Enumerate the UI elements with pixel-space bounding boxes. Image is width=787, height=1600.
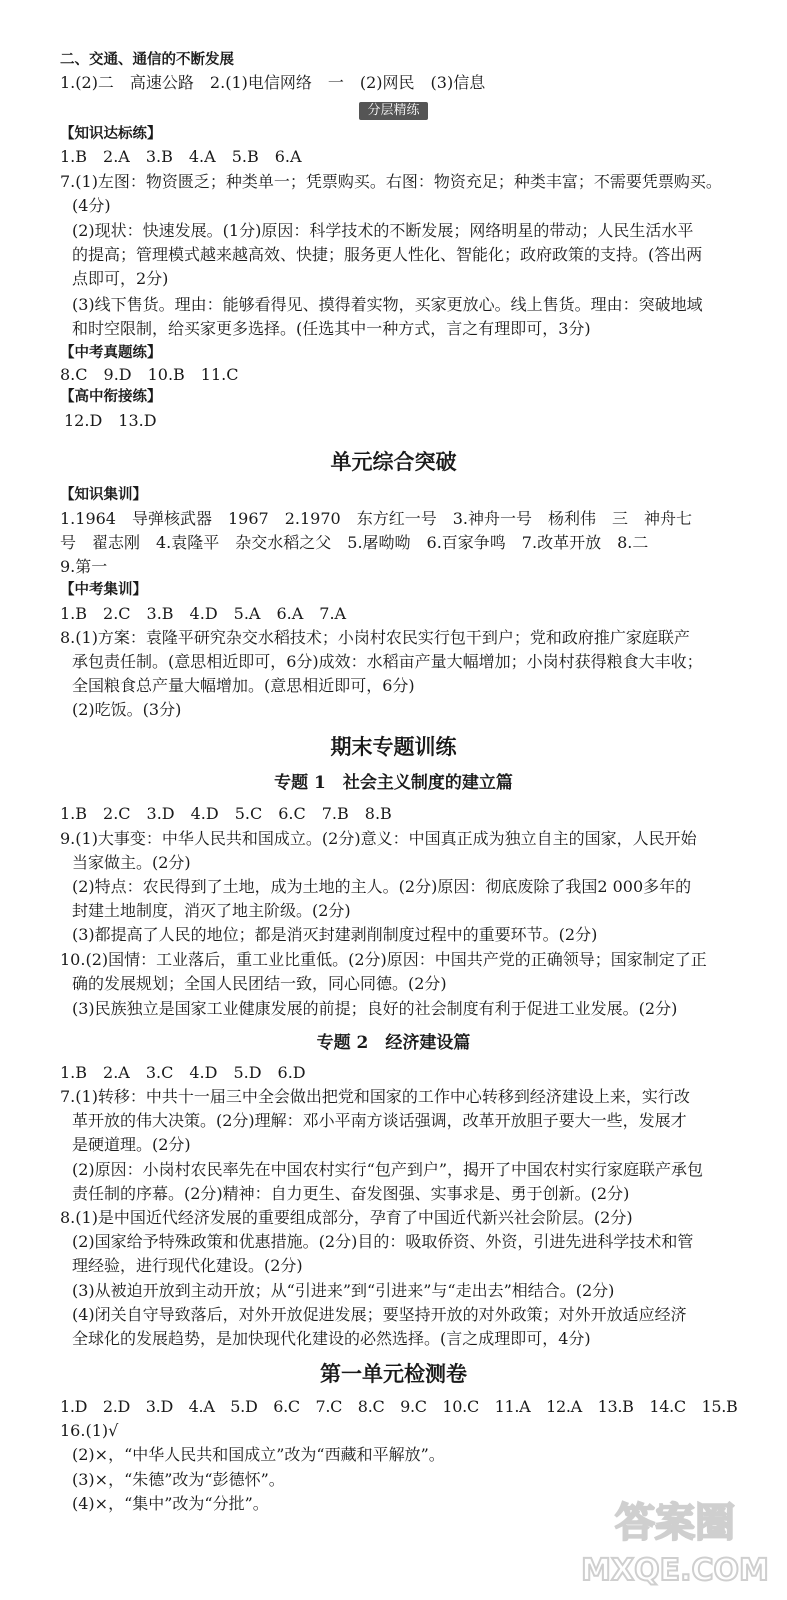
- answer-line: 革开放的伟大决策。(2分)理解：邓小平南方谈话强调，改革开放胆子要大一些，发展才: [72, 1111, 687, 1130]
- answer-line: (4)×，“集中”改为“分批”。: [72, 1494, 269, 1513]
- answer-line: (4分): [72, 196, 111, 215]
- answer-line: 的提高；管理模式越来越高效、快捷；服务更人性化、智能化；政府政策的支持。(答出两: [72, 245, 703, 264]
- answer-line: 是硬道理。(2分): [72, 1135, 191, 1154]
- answer-line: (3)都提高了人民的地位；都是消灭封建剥削制度过程中的重要环节。(2分): [72, 925, 598, 944]
- answer-line: 点即可，2分): [72, 269, 169, 288]
- final-heading: 期末专题训练: [330, 734, 457, 759]
- answer-line: 7.(1)转移：中共十一届三中全会做出把党和国家的工作中心转移到经济建设上来，实行改: [60, 1087, 690, 1106]
- section-label: 【中考集训】: [60, 582, 147, 598]
- answer-line: (4)闭关自守导致落后，对外开放促进发展；要坚持开放的对外政策；对外开放适应经济: [72, 1305, 687, 1324]
- answer-line: (2)×，“中华人民共和国成立”改为“西藏和平解放”。: [72, 1445, 445, 1464]
- watermark-logo-text: 答案圈: [615, 1500, 735, 1546]
- answer-line: 12.D 13.D: [64, 411, 157, 430]
- answer-line: 8.(1)是中国近代经济发展的重要组成部分，孕育了中国近代新兴社会阶层。(2分): [60, 1208, 633, 1227]
- answer-line: 理经验，进行现代化建设。(2分): [72, 1256, 303, 1275]
- answer-line: 1.D 2.D 3.D 4.A 5.D 6.C 7.C 8.C 9.C 10.C 11.A 12.A 13.B 14.C 15.B: [60, 1397, 738, 1416]
- answer-line: 号 翟志刚 4.袁隆平 杂交水稻之父 5.屠呦呦 6.百家争鸣 7.改革开放 8.二: [60, 533, 649, 552]
- site-watermark-logo: [580, 1490, 770, 1590]
- section-label: 【知识集训】: [60, 487, 147, 503]
- answer-line: 确的发展规划；全国人民团结一致，同心同德。(2分): [72, 974, 447, 993]
- topic-heading: 专题 1 社会主义制度的建立篇: [274, 773, 513, 793]
- answer-line: 8.(1)方案：袁隆平研究杂交水稻技术；小岗村农民实行包干到户；党和政府推广家庭联产: [60, 628, 690, 647]
- answer-line: 9.第一: [60, 557, 108, 576]
- answer-line: 8.C 9.D 10.B 11.C: [60, 365, 239, 384]
- answer-line: 16.(1)√: [60, 1421, 119, 1440]
- watermark-domain-text: MXQE.COM: [581, 1553, 769, 1588]
- answer-line: 责任制的序幕。(2分)精神：自力更生、奋发图强、实事求是、勇于创新。(2分): [72, 1184, 630, 1203]
- answer-line: (3)从被迫开放到主动开放；从“引进来”到“引进来”与“走出去”相结合。(2分): [72, 1281, 615, 1300]
- answer-line: 1.B 2.C 3.B 4.D 5.A 6.A 7.A: [60, 604, 347, 623]
- answer-line: (3)线下售货。理由：能够看得见、摸得着实物，买家更放心。线上售货。理由：突破地域: [72, 295, 703, 314]
- answer-line: 全国粮食总产量大幅增加。(意思相近即可，6分): [72, 676, 415, 695]
- section-label: 【知识达标练】: [60, 126, 162, 142]
- topic-heading: 专题 2 经济建设篇: [316, 1033, 471, 1053]
- section-label: 【中考真题练】: [60, 345, 162, 361]
- answer-line: 10.(2)国情：工业落后，重工业比重低。(2分)原因：中国共产党的正确领导；国家制定了正: [60, 950, 707, 969]
- answer-line: 当家做主。(2分): [72, 853, 191, 872]
- answer-line: 1.B 2.C 3.D 4.D 5.C 6.C 7.B 8.B: [60, 804, 392, 823]
- answer-line: (2)原因：小岗村农民率先在中国农村实行“包产到户”，揭开了中国农村实行家庭联产承包: [72, 1160, 704, 1179]
- answer-line: 1.(2)二 高速公路 2.(1)电信网络 一 (2)网民 (3)信息: [60, 73, 486, 92]
- section-label: 【高中衔接练】: [60, 389, 162, 405]
- section-heading: 二、交通、通信的不断发展: [60, 52, 234, 68]
- answer-line: (2)现状：快速发展。(1分)原因：科学技术的不断发展；网络明星的带动；人民生活水平: [72, 221, 694, 240]
- answer-line: (3)×，“朱德”改为“彭德怀”。: [72, 1470, 285, 1489]
- answer-line: 1.B 2.A 3.B 4.A 5.B 6.A: [60, 147, 302, 166]
- answer-line: 7.(1)左图：物资匮乏；种类单一；凭票购买。右图：物资充足；种类丰富；不需要凭票购买。: [60, 172, 722, 191]
- answer-line: (3)民族独立是国家工业健康发展的前提；良好的社会制度有利于促进工业发展。(2分): [72, 999, 678, 1018]
- badge-row: [0, 99, 787, 120]
- answer-line: 封建土地制度，消灭了地主阶级。(2分): [72, 901, 351, 920]
- answer-line: 1.B 2.A 3.C 4.D 5.D 6.D: [60, 1063, 306, 1082]
- answer-line: (2)特点：农民得到了土地，成为土地的主人。(2分)原因：彻底废除了我国2 000多年的: [72, 877, 692, 896]
- answer-line: (2)吃饭。(3分): [72, 700, 182, 719]
- layered-practice-badge: 分层精练: [359, 102, 427, 120]
- answer-line: 承包责任制。(意思相近即可，6分)成效：水稻亩产量大幅增加；小岗村获得粮食大丰收；: [72, 652, 703, 671]
- answer-line: 1.1964 导弹核武器 1967 2.1970 东方红一号 3.神舟一号 杨利伟 三 神舟七: [60, 509, 692, 528]
- test-heading: 第一单元检测卷: [320, 1361, 467, 1386]
- answer-line: 和时空限制，给买家更多选择。(任选其中一种方式，言之有理即可，3分): [72, 319, 591, 338]
- unit-heading: 单元综合突破: [330, 449, 457, 474]
- answer-line: 全球化的发展趋势，是加快现代化建设的必然选择。(言之成理即可，4分): [72, 1329, 591, 1348]
- answer-line: 9.(1)大事变：中华人民共和国成立。(2分)意义：中国真正成为独立自主的国家，人民开始: [60, 829, 697, 848]
- answer-line: (2)国家给予特殊政策和优惠措施。(2分)目的：吸取侨资、外资，引进先进科学技术和管: [72, 1232, 694, 1251]
